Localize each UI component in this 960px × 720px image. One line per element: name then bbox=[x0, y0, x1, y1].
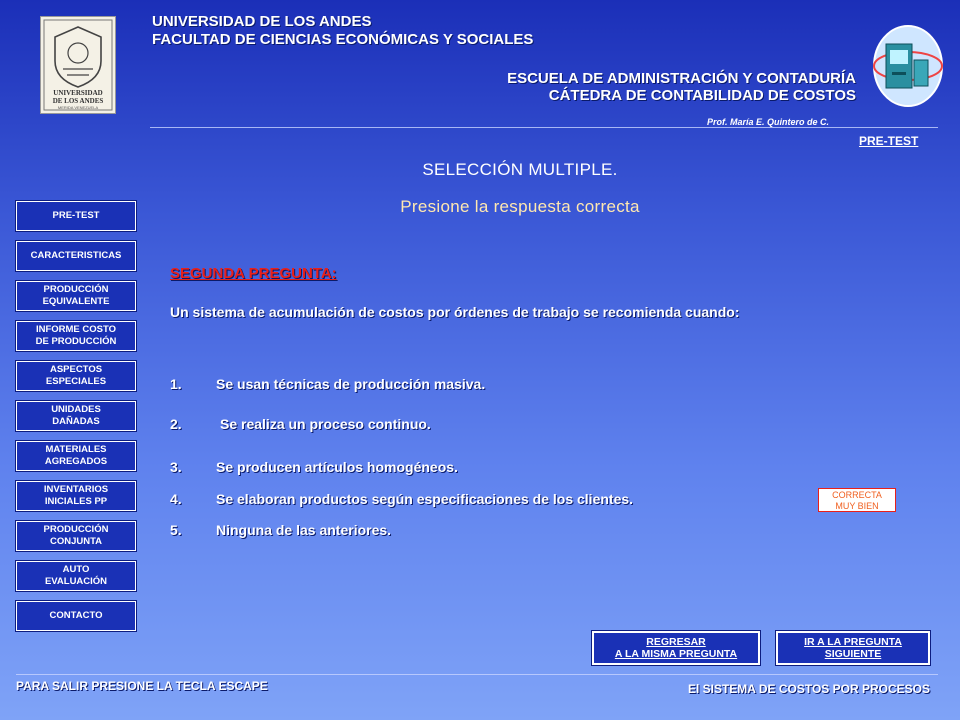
option-number: 4. bbox=[170, 491, 182, 507]
back-button-line2: A LA MISMA PREGUNTA bbox=[614, 648, 738, 660]
university-logo bbox=[40, 16, 116, 114]
sidebar-item-informe-costo[interactable]: INFORME COSTO DE PRODUCCIÓN bbox=[16, 321, 136, 351]
sidebar-item-materiales-agregados[interactable]: MATERIALES AGREGADOS bbox=[16, 441, 136, 471]
exit-hint: PARA SALIR PRESIONE LA TECLA ESCAPE bbox=[16, 679, 268, 693]
professor-name: Prof. María E. Quintero de C. bbox=[707, 117, 830, 127]
answer-option-2[interactable] bbox=[170, 416, 431, 432]
logo-text-1: UNIVERSIDAD bbox=[53, 89, 103, 97]
sidebar-item-produccion-conjunta[interactable]: PRODUCCIÓN CONJUNTA bbox=[16, 521, 136, 551]
sidebar-item-unidades-danadas[interactable]: UNIDADES DAÑADAS bbox=[16, 401, 136, 431]
answer-option-1[interactable] bbox=[170, 376, 485, 392]
option-number: 5. bbox=[170, 522, 182, 538]
pretest-link[interactable]: PRE-TEST bbox=[859, 134, 919, 148]
university-seal-icon bbox=[41, 17, 115, 113]
school-name: ESCUELA DE ADMINISTRACIÓN Y CONTADURÍA bbox=[507, 70, 856, 87]
header-divider bbox=[150, 127, 938, 128]
question-text: Un sistema de acumulación de costos por órdenes de trabajo se recomienda cuando: bbox=[170, 304, 740, 320]
sidebar-item-produccion-equivalente[interactable]: PRODUCCIÓN EQUIVALENTE bbox=[16, 281, 136, 311]
sidebar-item-contacto[interactable]: CONTACTO bbox=[16, 601, 136, 631]
answer-option-3[interactable] bbox=[170, 459, 458, 475]
back-to-question-button[interactable] bbox=[592, 631, 760, 665]
option-text: Se producen artículos homogéneos. bbox=[216, 459, 458, 475]
university-name: UNIVERSIDAD DE LOS ANDES bbox=[152, 13, 372, 30]
sidebar-item-autoevaluacion[interactable]: AUTO EVALUACIÓN bbox=[16, 561, 136, 591]
answer-option-4[interactable] bbox=[170, 491, 633, 507]
page-title: SELECCIÓN MULTIPLE. bbox=[422, 160, 618, 179]
sidebar-item-inventarios-iniciales[interactable]: INVENTARIOS INICIALES PP bbox=[16, 481, 136, 511]
next-question-button[interactable] bbox=[776, 631, 930, 665]
faculty-name: FACULTAD DE CIENCIAS ECONÓMICAS Y SOCIALES bbox=[152, 31, 534, 48]
option-text: Ninguna de las anteriores. bbox=[216, 522, 392, 538]
logo-text-3: MERIDA VENEZUELA bbox=[57, 105, 99, 110]
option-number: 2. bbox=[170, 416, 182, 432]
option-number: 3. bbox=[170, 459, 182, 475]
option-text: Se elaboran productos según especificaciones de los clientes. bbox=[216, 491, 634, 507]
question-heading: SEGUNDA PREGUNTA: bbox=[170, 265, 337, 282]
option-text: Se realiza un proceso continuo. bbox=[220, 416, 431, 432]
sidebar-item-aspectos-especiales[interactable]: ASPECTOS ESPECIALES bbox=[16, 361, 136, 391]
feedback-badge: CORRECTA MUY BIEN bbox=[818, 488, 896, 512]
next-button-line1: IR A LA PREGUNTA bbox=[804, 636, 902, 648]
option-number: 1. bbox=[170, 376, 182, 392]
option-text: Se usan técnicas de producción masiva. bbox=[216, 376, 486, 392]
back-button-line1: REGRESAR bbox=[646, 636, 706, 648]
chair-name: CÁTEDRA DE CONTABILIDAD DE COSTOS bbox=[548, 87, 856, 104]
logo-text-2: DE LOS ANDES bbox=[52, 97, 104, 105]
computer-globe-icon bbox=[870, 20, 946, 110]
footer-divider bbox=[16, 674, 938, 675]
sidebar-item-caracteristicas[interactable]: CARACTERISTICAS bbox=[16, 241, 136, 271]
next-button-line2: SIGUIENTE bbox=[824, 648, 882, 660]
course-name: El SISTEMA DE COSTOS POR PROCESOS bbox=[687, 682, 930, 696]
sidebar-item-pretest[interactable]: PRE-TEST bbox=[16, 201, 136, 231]
page-subtitle: Presione la respuesta correcta bbox=[400, 197, 640, 216]
answer-option-5[interactable] bbox=[170, 522, 391, 538]
